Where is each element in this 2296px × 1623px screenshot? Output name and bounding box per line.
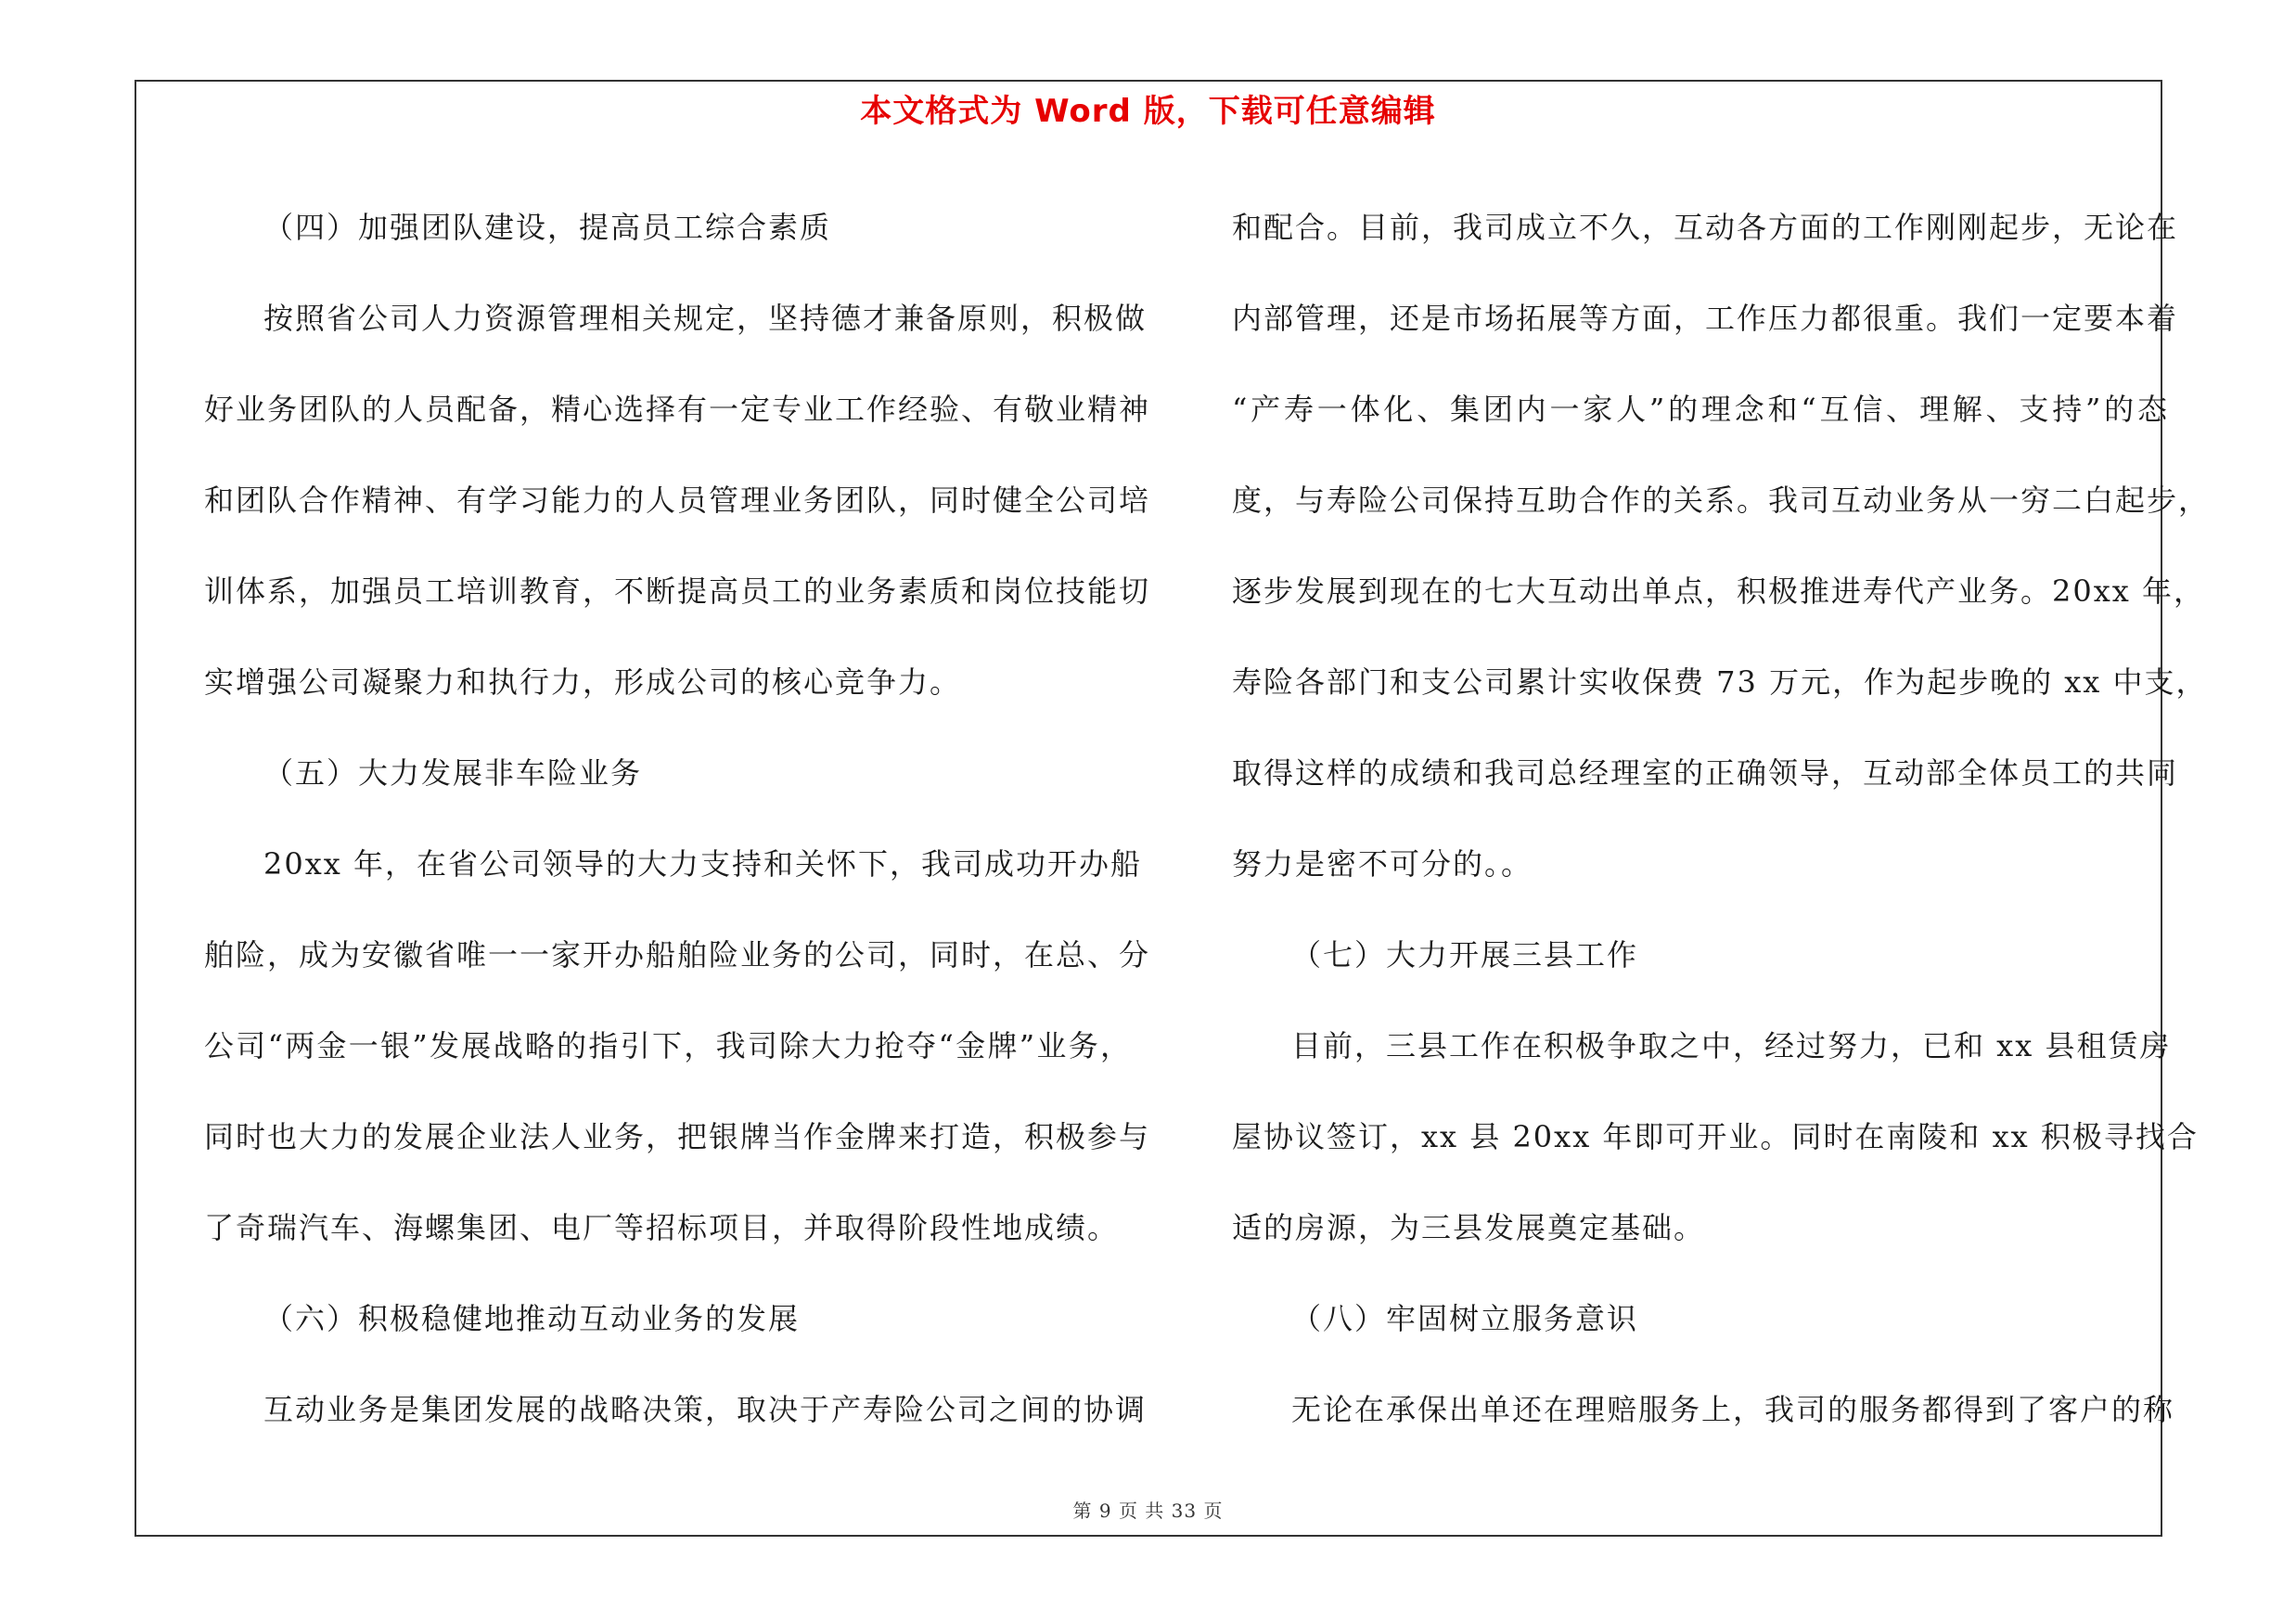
paragraph-line: 适的房源，为三县发展奠定基础。 <box>1232 1210 1706 1245</box>
paragraph-line: 实增强公司凝聚力和执行力，形成公司的核心竞争力。 <box>204 664 962 700</box>
paragraph-line: 和配合。目前，我司成立不久，互动各方面的工作刚刚起步，无论在 <box>1232 210 2179 245</box>
paragraph-line: 同时也大力的发展企业法人业务，把银牌当作金牌来打造，积极参与 <box>204 1119 1151 1154</box>
paragraph-line: 屋协议签订，xx 县 20xx 年即可开业。同时在南陵和 xx 积极寻找合 <box>1232 1119 2199 1154</box>
paragraph-line: 逐步发展到现在的七大互动出单点，积极推进寿代产业务。20xx 年， <box>1232 573 2205 609</box>
paragraph-line: 了奇瑞汽车、海螺集团、电厂等招标项目，并取得阶段性地成绩。 <box>204 1210 1120 1245</box>
paragraph-line: 舶险，成为安徽省唯一一家开办船舶险业务的公司，同时，在总、分 <box>204 937 1151 973</box>
paragraph-line: 取得这样的成绩和我司总经理室的正确领导，互动部全体员工的共同 <box>1232 755 2179 791</box>
paragraph-line: 公司“两金一银”发展战略的指引下，我司除大力抢夺“金牌”业务， <box>204 1028 1132 1063</box>
section-heading: （四）加强团队建设，提高员工综合素质 <box>263 210 832 245</box>
paragraph-line: 好业务团队的人员配备，精心选择有一定专业工作经验、有敬业精神 <box>204 392 1151 427</box>
right-column <box>1232 182 2211 1455</box>
paragraph-line: 20xx 年，在省公司领导的大力支持和关怀下，我司成功开办船 <box>263 846 1142 882</box>
paragraph-line: 寿险各部门和支公司累计实收保费 73 万元，作为起步晚的 xx 中支， <box>1232 664 2208 700</box>
section-heading: （八）牢固树立服务意识 <box>1291 1301 1639 1336</box>
paragraph-line: 度，与寿险公司保持互助合作的关系。我司互动业务从一穷二白起步， <box>1232 483 2211 518</box>
section-heading: （五）大力发展非车险业务 <box>263 755 643 791</box>
paragraph-line: 和团队合作精神、有学习能力的人员管理业务团队，同时健全公司培 <box>204 483 1151 518</box>
header-banner: 本文格式为 Word 版，下载可任意编辑 <box>860 93 1436 130</box>
paragraph-line: 互动业务是集团发展的战略决策，取决于产寿险公司之间的协调 <box>263 1392 1148 1427</box>
paragraph-line: 内部管理，还是市场拓展等方面，工作压力都很重。我们一定要本着 <box>1232 301 2179 336</box>
paragraph-line: 努力是密不可分的。。 <box>1232 846 1533 882</box>
paragraph-line: 无论在承保出单还在理赔服务上，我司的服务都得到了客户的称 <box>1291 1392 2175 1427</box>
paragraph-line: “产寿一体化、集团内一家人”的理念和“互信、理解、支持”的态 <box>1232 392 2169 427</box>
left-column <box>204 182 1151 1455</box>
paragraph-line: 训体系，加强员工培训教育，不断提高员工的业务素质和岗位技能切 <box>204 573 1151 609</box>
page-number-footer: 第 9 页 共 33 页 <box>1072 1500 1224 1522</box>
paragraph-line: 目前，三县工作在积极争取之中，经过努力，已和 xx 县租赁房 <box>1291 1028 2172 1063</box>
paragraph-line: 按照省公司人力资源管理相关规定，坚持德才兼备原则，积极做 <box>263 301 1148 336</box>
section-heading: （六）积极稳健地推动互动业务的发展 <box>263 1301 801 1336</box>
section-heading: （七）大力开展三县工作 <box>1291 937 1639 973</box>
